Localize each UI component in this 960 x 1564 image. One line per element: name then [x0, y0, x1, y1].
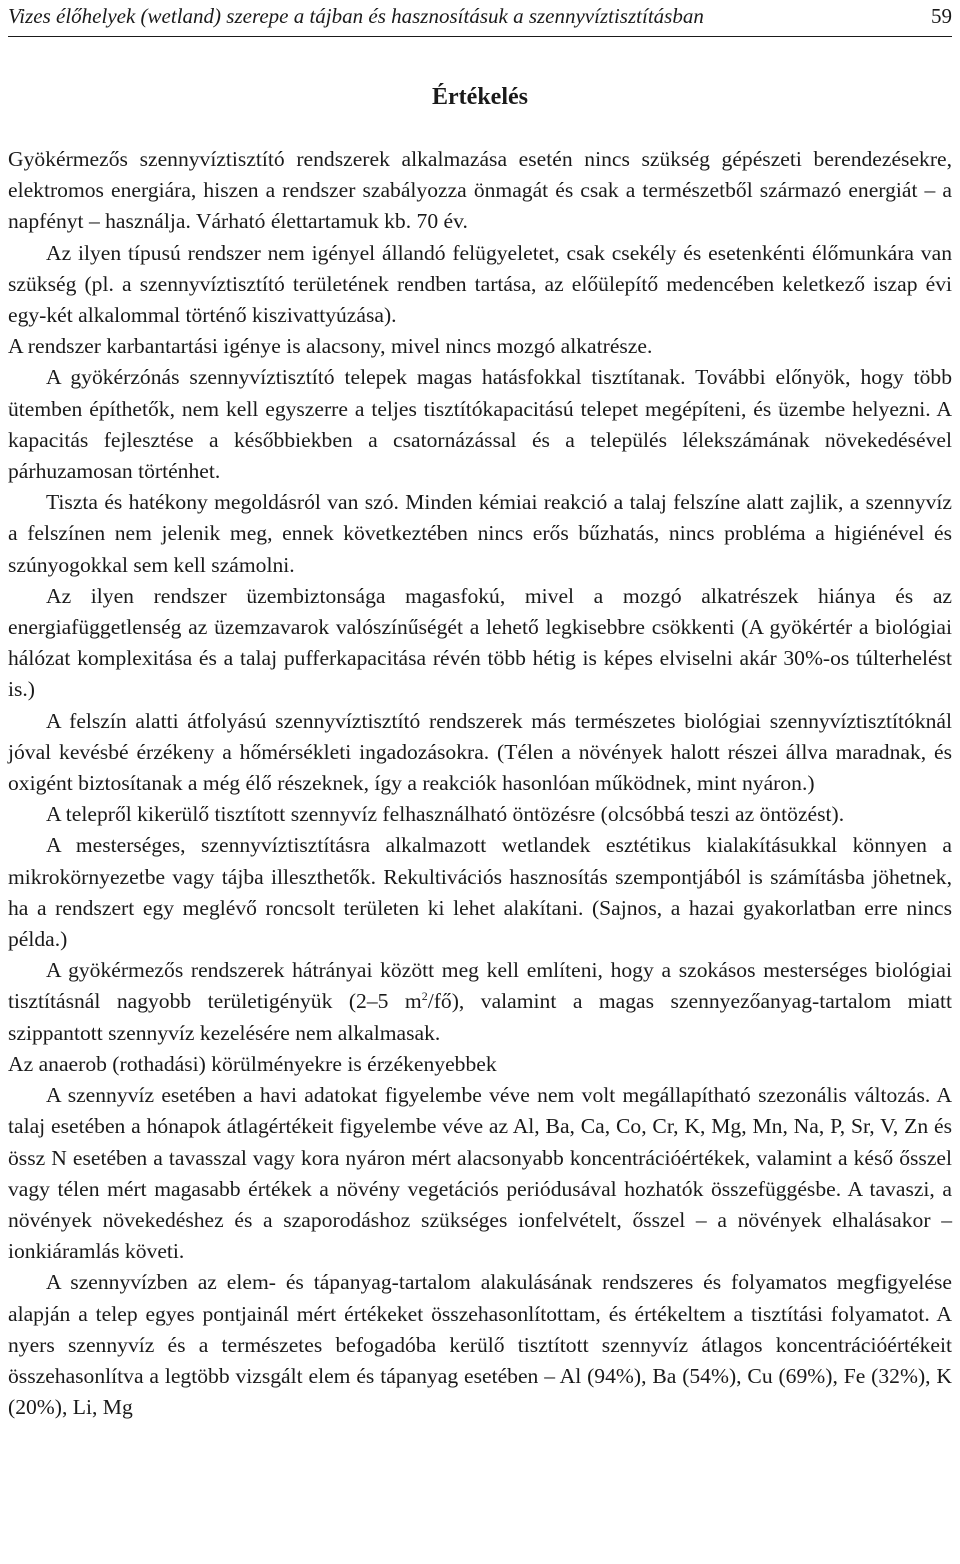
- paragraph-reliability: Az ilyen rendszer üzembiztonsága magasfokú, mivel a mozgó alkatrészek hiánya és az energiafüggetlenség az üzemzavarok valószínűségét a lehető legkisebbre csökkenti (A gyökértér a biológiai hálózat komplexitása és a talaj pufferkapacitása révén több hétig is képes elviselni akár 30%-os túlterhelést is.): [8, 583, 952, 702]
- paragraph-irrigation: A telepről kikerülő tisztított szennyvíz felhasználható öntözésre (olcsóbbá teszi az öntözést).: [46, 802, 845, 827]
- paragraph-temperature: A felszín alatti átfolyású szennyvíztisztító rendszerek más természetes biológiai szennyvíztisztítóknál jóval kevésbé érzékeny a hőmérsékleti ingadozásokra. (Télen a növények halott részei állva maradnak, és oxigént biztosítanak a még élő részeknek, így a reakciók hasonlóan működnek, mint nyáron.): [8, 708, 952, 796]
- body-text: [8, 144, 952, 1423]
- paragraph-maintenance: Az ilyen típusú rendszer nem igényel állandó felügyeletet, csak csekély és esetenkénti élőmunkára van szükség (pl. a szennyvíztisztító területének rendben tartása, az előülepítő medencében keletkező iszap évi egy-két alkalommal történő kiszivattyúzása).: [8, 240, 952, 328]
- disadvantages-text-start: A gyökérmezős rendszerek hátrányai között meg kell említeni, hogy a szokásos mesterséges biológiai tisztításnál nagyobb területigényük (2–5 m: [8, 958, 952, 1014]
- disadvantages-text-end: /fő), valamint a magas szennyezőanyag-tartalom miatt szippantott szennyvíz kezelésére nem alkalmasak.: [8, 989, 953, 1045]
- running-title: Vizes élőhelyek (wetland) szerepe a tájban és hasznosításuk a szennyvíztisztításban: [8, 4, 704, 28]
- area-unit-superscript: 2: [421, 989, 428, 1004]
- paragraph-disadvantages: [8, 955, 952, 1049]
- paragraph-hygiene: Tiszta és hatékony megoldásról van szó. Minden kémiai reakció a talaj felszíne alatt zajlik, a szennyvíz a felszínen nem jelenik meg, ennek következtében nincs erős bűzhatás, nincs probléma a higiénével és szúnyogokkal sem kell számolni.: [8, 490, 952, 577]
- paragraph-efficiency: A gyökérzónás szennyvíztisztító telepek magas hatásfokkal tisztítanak. További előnyök, hogy több ütemben építhetők, nem kell egyszerre a teljes tisztítókapacitású telepet megépíteni, és üzembe helyezni. A kapacitás fejlesztése a későbbiekben a csatornázással és a település lélekszámának növekedésével párhuzamosan történhet.: [8, 365, 952, 484]
- running-header: [8, 0, 952, 37]
- section-heading: Értékelés: [432, 84, 528, 110]
- paragraph-intro: Gyökérmezős szennyvíztisztító rendszerek alkalmazása esetén nincs szükség gépészeti berendezésekre, elektromos energiára, hiszen a rendszer szabályozza önmagát és csak a természetből származó energiát – a napfényt – használja. Várható élettartamuk kb. 70 év.: [8, 147, 952, 234]
- paragraph-comparison: A szennyvízben az elem- és tápanyag-tartalom alakulásának rendszeres és folyamatos megfigyelése alapján a telep egyes pontjainál mért értékeket összehasonlítottam, és értékeltem a tisztítási folyamatot. A nyers szennyvíz és a természetes befogadóba kerülő tisztított szennyvíz átlagos koncentrációértékeit összehasonlítva a legtöbb vizsgált elem és tápanyag esetében – Al (94%), Ba (54%), Cu (69%), Fe (32%), K (20%), Li, Mg: [8, 1270, 952, 1420]
- paragraph-seasonal: A szennyvíz esetében a havi adatokat figyelembe véve nem volt megállapítható szezonális változás. A talaj esetében a hónapok átlagértékeit figyelembe véve az Al, Ba, Ca, Co, Cr, K, Mg, Mn, Na, P, Sr, V, Zn és össz N esetében a tavasszal vagy kora nyáron mért alacsonyabb koncentrációértékek, valamint a késő ősszel vagy télen mért magasabb értékek a növény vegetációs periódusával hozhatók összefüggésbe. A tavaszi, a növények növekedéshez és a szaporodáshoz szükséges ionfelvételt, ősszel – a növények elhalásakor – ionkiáramlás követi.: [8, 1083, 952, 1264]
- paragraph-aesthetics: A mesterséges, szennyvíztisztításra alkalmazott wetlandek esztétikus kialakításukkal könnyen a mikrokörnyezetbe vagy tájba illeszthetők. Rekultivációs hasznosítás szempontjából is számításba jöhetnek, ha a rendszert egy meglévő roncsolt területen ki lehet alakítani. (Sajnos, a hazai gyakorlatban erre nincs példa.): [8, 833, 952, 952]
- paragraph-upkeep: A rendszer karbantartási igénye is alacsony, mivel nincs mozgó alkatrésze.: [8, 334, 653, 359]
- paragraph-anaerob: Az anaerob (rothadási) körülményekre is érzékenyebbek: [8, 1051, 497, 1076]
- page-number: 59: [931, 4, 952, 28]
